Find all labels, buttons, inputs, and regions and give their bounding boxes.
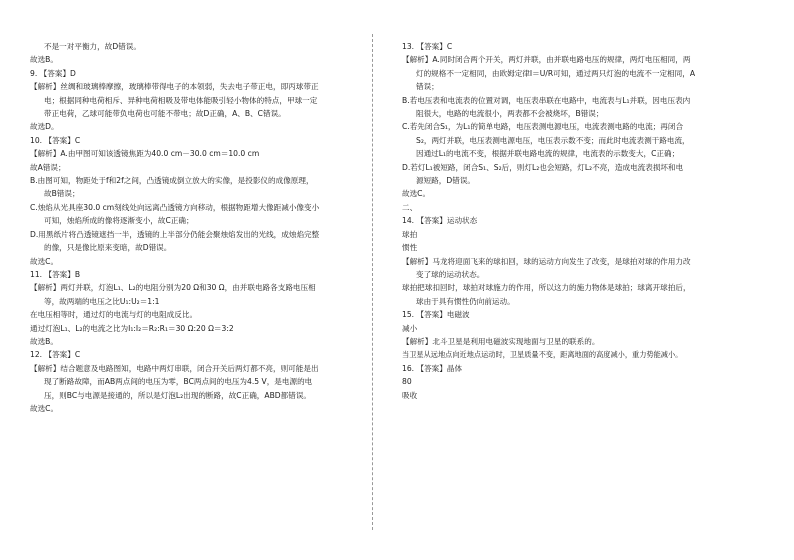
text-line: 因通过L₁的电流不变，根据并联电路电流的规律，电流表的示数变大，C正确； (416, 149, 680, 159)
text-line: 球拍 (402, 229, 418, 239)
text-line: 球拍把球扣回时，球拍对球施力的作用，所以这力的施力物体是球拍；球离开球拍后， (402, 283, 691, 293)
text-line: 【解析】结合题意及电路图知，电路中两灯串联，闭合开关后两灯都不亮，则可能是出 (30, 363, 319, 373)
question-heading: 15. 【答案】电磁波 (402, 310, 470, 320)
question-heading: 13. 【答案】C (402, 42, 453, 51)
question-heading: 14. 【答案】运动状态 (402, 216, 478, 226)
text-line: 惯性 (402, 243, 418, 253)
text-line: 故选B。 (30, 55, 58, 65)
text-line: S₂，两灯并联，电压表测电源电压，电压表示数不变；而此时电流表测干路电流， (416, 135, 690, 145)
question-heading: 16. 【答案】晶体 (402, 363, 463, 373)
text-line: 故选C。 (402, 189, 431, 199)
text-line: 球由于具有惯性仍向前运动。 (416, 296, 515, 306)
text-line: 源短路，D错误。 (416, 176, 476, 186)
text-line: 【解析】马龙将迎面飞来的球扣回，球的运动方向发生了改变，是球拍对球的作用力改 (402, 256, 691, 266)
left-column (30, 40, 356, 415)
text-line: 错误； (416, 82, 439, 92)
text-line: 故选D。 (30, 122, 59, 132)
text-line: D.若灯L₁被短路，闭合S₁、S₂后，则灯L₂也会短路，灯L₂不亮，造成电流表损坏和电 (402, 162, 684, 172)
question-heading: 12. 【答案】C (30, 350, 81, 360)
text-line: 的像，只是像比原来变暗，故D错误。 (44, 243, 172, 253)
text-line: 可知，烛焰所成的像将逐渐变小，故C正确； (44, 216, 194, 226)
text-line: 电；根据同种电荷相斥、异种电荷相吸及带电体能吸引轻小物体的特点，甲球一定 (44, 95, 318, 105)
text-line: 带正电荷，乙球可能带负电荷也可能不带电；故D正确，A、B、C错误。 (44, 109, 286, 119)
text-line: 通过灯泡L₁、L₂的电流之比为I₁:I₂＝R₂:R₁＝30 Ω:20 Ω＝3:2 (30, 323, 234, 333)
text-line: 灯的规格不一定相同，由欧姆定律I＝U/R可知，通过两只灯泡的电流不一定相同，A (416, 68, 696, 78)
text-line: 在电压相等时，通过灯的电流与灯的电阻成反比。 (30, 310, 198, 320)
text-line: 变了球的运动状态。 (416, 269, 485, 279)
question-heading: 9. 【答案】D (30, 68, 76, 78)
right-column (402, 40, 742, 402)
text-line: 阻很大，电路的电流很小，两表都不会被烧坏，B错误； (416, 109, 604, 119)
text-line: 【解析】两灯并联，灯泡L₁、L₂的电阻分别为20 Ω和30 Ω，由并联电路各支路电压相 (30, 283, 316, 293)
text-line: 故选B。 (30, 336, 58, 346)
text-line: 故A错误； (30, 162, 66, 172)
text-line: 【解析】丝绸和玻璃棒摩擦，玻璃棒带得电子的本领弱，失去电子带正电，即丙球带正 (30, 82, 319, 92)
text-line: 压，则BC与电源是接通的，所以是灯泡L₂出现的断路，故C正确，ABD都错误。 (44, 390, 312, 400)
text-line: C.烛焰从光具座30.0 cm刻线处向远离凸透镜方向移动，根据物距增大像距减小像变小 (30, 202, 320, 212)
text-line: D.用黑纸片将凸透镜遮挡一半，透镜的上半部分仍能会聚烛焰发出的光线，成烛焰完整 (30, 229, 320, 239)
text-line: 故B错误； (44, 189, 80, 199)
text-line: C.若先闭合S₁，为L₁的简单电路，电压表测电源电压，电流表测电路的电流；再闭合 (402, 122, 684, 132)
text-line: B.若电压表和电流表的位置对调，电压表串联在电路中，电流表与L₁并联，因电压表内 (402, 95, 691, 105)
text-line: 故选C。 (30, 403, 59, 413)
text-line: 等，故两端的电压之比U₁:U₂＝1:1 (44, 296, 160, 306)
column-divider (372, 34, 373, 530)
text-line: 【解析】北斗卫星是利用电磁波实现地面与卫星的联系的。 (402, 336, 600, 346)
text-line: 不是一对平衡力，故D错误。 (44, 42, 141, 51)
text-line: 减小 (402, 323, 418, 333)
text-line: 当卫星从远地点向近地点运动时，卫星质量不变，距离地面的高度减小，重力势能减小。 (402, 350, 683, 360)
text-line: 80 (402, 377, 412, 387)
question-heading: 10. 【答案】C (30, 135, 81, 145)
text-line: 【解析】A.同时闭合两个开关，两灯并联，由并联电路电压的规律，两灯电压相同，两 (402, 55, 691, 65)
question-heading: 11. 【答案】B (30, 269, 81, 279)
text-line: 【解析】A.由甲图可知该透镜焦距为40.0 cm－30.0 cm＝10.0 cm (30, 149, 260, 159)
text-line: B.由图可知，物距处于f和2f之间，凸透镜成倒立放大的实像，是投影仪的成像原理， (30, 176, 314, 186)
text-line: 故选C。 (30, 256, 59, 266)
text-line: 现了断路故障，而AB两点间的电压为零，BC两点间的电压为4.5 V，是电源的电 (44, 377, 313, 387)
section-heading: 二、 (402, 202, 418, 212)
text-line: 吸收 (402, 390, 418, 400)
